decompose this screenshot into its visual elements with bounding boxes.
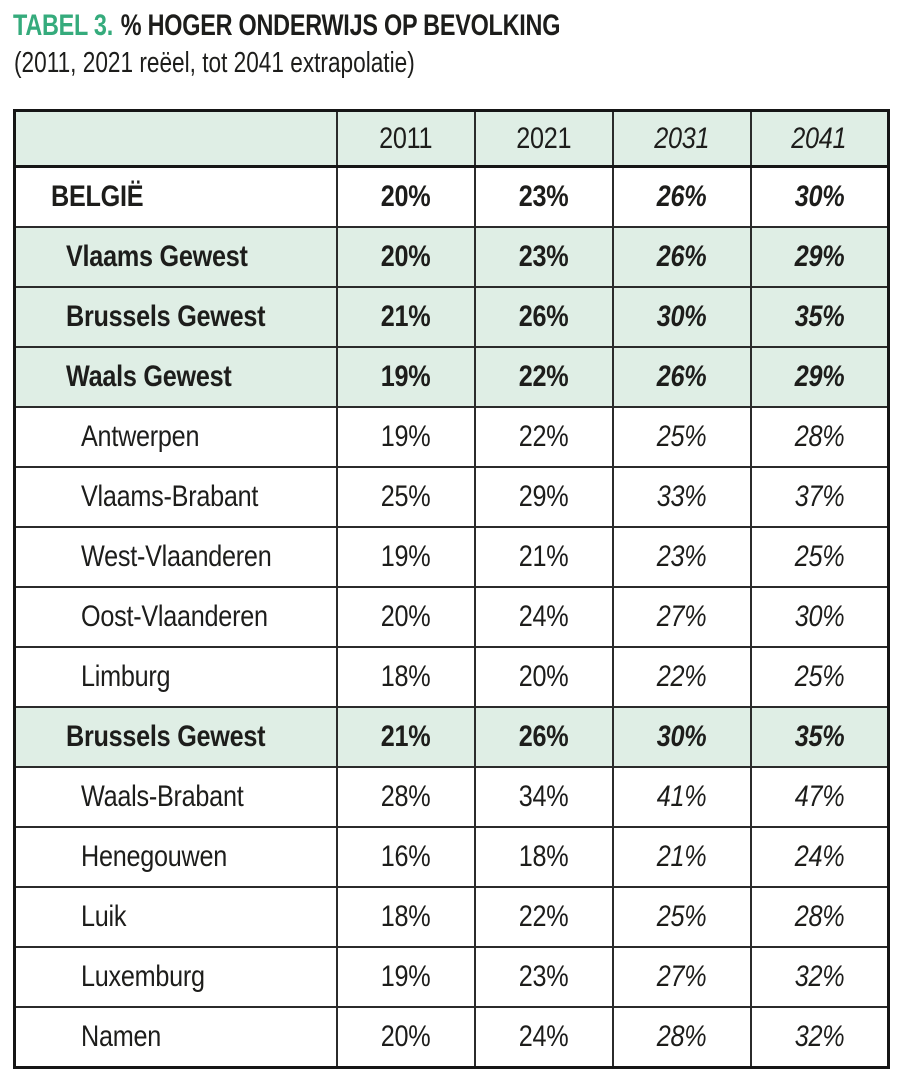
value: 22% bbox=[518, 420, 569, 453]
value-cell-2011 bbox=[337, 767, 475, 827]
value-cell-2031 bbox=[613, 647, 751, 707]
row-label-cell bbox=[15, 407, 337, 467]
value-cell-2041 bbox=[751, 707, 889, 767]
value: 30% bbox=[656, 720, 707, 753]
value-cell-2011 bbox=[337, 827, 475, 887]
value-cell-2031 bbox=[613, 707, 751, 767]
table-row bbox=[15, 527, 889, 587]
value: 25% bbox=[794, 540, 845, 573]
value: 21% bbox=[380, 720, 431, 753]
value: 35% bbox=[794, 720, 845, 753]
table-row bbox=[15, 947, 889, 1007]
value-cell-2011 bbox=[337, 467, 475, 527]
value: 20% bbox=[380, 600, 431, 633]
value: 29% bbox=[518, 480, 569, 513]
row-label-cell bbox=[15, 827, 337, 887]
value: 24% bbox=[518, 1020, 569, 1053]
row-label: Antwerpen bbox=[81, 420, 200, 453]
row-label-cell bbox=[15, 767, 337, 827]
header-year-label: 2041 bbox=[791, 121, 847, 155]
row-label-cell bbox=[15, 1007, 337, 1068]
value: 16% bbox=[380, 840, 431, 873]
row-label: Vlaams Gewest bbox=[66, 240, 248, 273]
value-cell-2041 bbox=[751, 767, 889, 827]
table-row bbox=[15, 407, 889, 467]
header-year-label: 2011 bbox=[378, 121, 433, 155]
row-label-cell bbox=[15, 707, 337, 767]
table-row bbox=[15, 587, 889, 647]
row-label-cell bbox=[15, 887, 337, 947]
row-label: Waals-Brabant bbox=[81, 780, 244, 813]
value-cell-2031 bbox=[613, 287, 751, 347]
value-cell-2021 bbox=[475, 947, 613, 1007]
value: 22% bbox=[656, 660, 707, 693]
value-cell-2021 bbox=[475, 587, 613, 647]
subtitle-text: (2011, 2021 reëel, tot 2041 extrapolatie) bbox=[14, 47, 415, 79]
value: 28% bbox=[794, 900, 845, 933]
header-empty-cell bbox=[15, 111, 337, 167]
value: 34% bbox=[518, 780, 569, 813]
data-table bbox=[13, 109, 890, 1069]
table-row bbox=[15, 347, 889, 407]
value: 23% bbox=[656, 540, 707, 573]
title-text: % HOGER ONDERWIJS OP BEVOLKING bbox=[120, 9, 561, 42]
value-cell-2021 bbox=[475, 287, 613, 347]
table-row bbox=[15, 167, 889, 228]
value-cell-2011 bbox=[337, 407, 475, 467]
row-label-cell bbox=[15, 287, 337, 347]
value: 18% bbox=[518, 840, 569, 873]
value-cell-2011 bbox=[337, 707, 475, 767]
row-label-cell bbox=[15, 647, 337, 707]
value-cell-2041 bbox=[751, 287, 889, 347]
value: 20% bbox=[380, 180, 431, 213]
value: 25% bbox=[794, 660, 845, 693]
value: 18% bbox=[380, 660, 431, 693]
value: 28% bbox=[794, 420, 845, 453]
row-label: West-Vlaanderen bbox=[81, 540, 272, 573]
table-row bbox=[15, 287, 889, 347]
value-cell-2031 bbox=[613, 167, 751, 228]
value: 25% bbox=[656, 420, 707, 453]
value-cell-2021 bbox=[475, 167, 613, 228]
row-label: Oost-Vlaanderen bbox=[81, 600, 268, 633]
value-cell-2021 bbox=[475, 827, 613, 887]
header-year-2021 bbox=[475, 111, 613, 167]
value-cell-2041 bbox=[751, 227, 889, 287]
value-cell-2041 bbox=[751, 587, 889, 647]
header-year-2011 bbox=[337, 111, 475, 167]
table-row bbox=[15, 767, 889, 827]
row-label-cell bbox=[15, 467, 337, 527]
table-header-row bbox=[15, 111, 889, 167]
value-cell-2021 bbox=[475, 407, 613, 467]
value: 33% bbox=[656, 480, 707, 513]
value-cell-2031 bbox=[613, 947, 751, 1007]
value-cell-2011 bbox=[337, 227, 475, 287]
value: 18% bbox=[380, 900, 431, 933]
value-cell-2041 bbox=[751, 347, 889, 407]
row-label: Waals Gewest bbox=[66, 360, 232, 393]
row-label-cell bbox=[15, 347, 337, 407]
value-cell-2031 bbox=[613, 887, 751, 947]
value-cell-2041 bbox=[751, 467, 889, 527]
value: 47% bbox=[794, 780, 845, 813]
value-cell-2011 bbox=[337, 167, 475, 228]
value-cell-2021 bbox=[475, 647, 613, 707]
value: 28% bbox=[656, 1020, 707, 1053]
value-cell-2031 bbox=[613, 827, 751, 887]
table-row bbox=[15, 827, 889, 887]
value-cell-2041 bbox=[751, 647, 889, 707]
page-subtitle bbox=[14, 46, 888, 80]
value: 28% bbox=[380, 780, 431, 813]
value: 24% bbox=[518, 600, 569, 633]
row-label-cell bbox=[15, 227, 337, 287]
value-cell-2021 bbox=[475, 527, 613, 587]
row-label: Luxemburg bbox=[81, 960, 205, 993]
value: 32% bbox=[794, 1020, 845, 1053]
value: 26% bbox=[656, 360, 707, 393]
value: 27% bbox=[656, 600, 707, 633]
value: 20% bbox=[380, 240, 431, 273]
row-label: Namen bbox=[81, 1020, 161, 1053]
value: 29% bbox=[794, 240, 845, 273]
value: 23% bbox=[518, 960, 569, 993]
value: 19% bbox=[380, 960, 431, 993]
value-cell-2031 bbox=[613, 227, 751, 287]
value: 26% bbox=[518, 300, 569, 333]
row-label: Vlaams-Brabant bbox=[81, 480, 259, 513]
table-row bbox=[15, 647, 889, 707]
value-cell-2041 bbox=[751, 1007, 889, 1068]
header-year-2031 bbox=[613, 111, 751, 167]
value: 23% bbox=[518, 180, 569, 213]
row-label-cell bbox=[15, 947, 337, 1007]
value: 30% bbox=[794, 600, 845, 633]
page-title bbox=[13, 8, 888, 44]
row-label: Brussels Gewest bbox=[66, 720, 266, 753]
table-body bbox=[15, 167, 889, 1068]
value-cell-2041 bbox=[751, 947, 889, 1007]
value-cell-2041 bbox=[751, 407, 889, 467]
value: 19% bbox=[380, 420, 431, 453]
row-label: Henegouwen bbox=[81, 840, 228, 873]
row-label: BELGIË bbox=[51, 180, 144, 213]
value: 29% bbox=[794, 360, 845, 393]
value-cell-2041 bbox=[751, 527, 889, 587]
value: 19% bbox=[380, 360, 431, 393]
value-cell-2021 bbox=[475, 1007, 613, 1068]
value: 22% bbox=[518, 360, 569, 393]
value-cell-2041 bbox=[751, 887, 889, 947]
value-cell-2021 bbox=[475, 227, 613, 287]
value: 41% bbox=[656, 780, 707, 813]
header-year-2041 bbox=[751, 111, 889, 167]
row-label-cell bbox=[15, 587, 337, 647]
table-row bbox=[15, 707, 889, 767]
value-cell-2021 bbox=[475, 887, 613, 947]
value: 20% bbox=[518, 660, 569, 693]
value: 21% bbox=[380, 300, 431, 333]
value-cell-2011 bbox=[337, 287, 475, 347]
table-number-label: TABEL 3. bbox=[13, 9, 113, 42]
value: 27% bbox=[656, 960, 707, 993]
header-year-label: 2021 bbox=[515, 121, 572, 155]
value-cell-2011 bbox=[337, 527, 475, 587]
row-label: Limburg bbox=[81, 660, 171, 693]
value: 24% bbox=[794, 840, 845, 873]
value-cell-2011 bbox=[337, 887, 475, 947]
value-cell-2011 bbox=[337, 647, 475, 707]
row-label-cell bbox=[15, 527, 337, 587]
value-cell-2021 bbox=[475, 767, 613, 827]
value: 30% bbox=[794, 180, 845, 213]
table-row bbox=[15, 227, 889, 287]
value: 25% bbox=[656, 900, 707, 933]
value-cell-2011 bbox=[337, 947, 475, 1007]
row-label-cell bbox=[15, 167, 337, 228]
table-row bbox=[15, 1007, 889, 1068]
value: 32% bbox=[794, 960, 845, 993]
row-label: Luik bbox=[81, 900, 127, 933]
value: 37% bbox=[794, 480, 845, 513]
value: 20% bbox=[380, 1020, 431, 1053]
value-cell-2031 bbox=[613, 407, 751, 467]
value-cell-2021 bbox=[475, 707, 613, 767]
value: 19% bbox=[380, 540, 431, 573]
value: 26% bbox=[518, 720, 569, 753]
value: 21% bbox=[656, 840, 707, 873]
value-cell-2031 bbox=[613, 347, 751, 407]
value-cell-2031 bbox=[613, 527, 751, 587]
value: 26% bbox=[656, 240, 707, 273]
value-cell-2031 bbox=[613, 1007, 751, 1068]
value-cell-2031 bbox=[613, 467, 751, 527]
value: 22% bbox=[518, 900, 569, 933]
value-cell-2011 bbox=[337, 1007, 475, 1068]
value-cell-2021 bbox=[475, 467, 613, 527]
value: 23% bbox=[518, 240, 569, 273]
value-cell-2011 bbox=[337, 587, 475, 647]
row-label: Brussels Gewest bbox=[66, 300, 266, 333]
table-row bbox=[15, 467, 889, 527]
table-row bbox=[15, 887, 889, 947]
value-cell-2031 bbox=[613, 767, 751, 827]
value-cell-2041 bbox=[751, 167, 889, 228]
header-year-label: 2031 bbox=[653, 121, 710, 155]
value-cell-2011 bbox=[337, 347, 475, 407]
value: 35% bbox=[794, 300, 845, 333]
value: 26% bbox=[656, 180, 707, 213]
value-cell-2041 bbox=[751, 827, 889, 887]
value: 25% bbox=[380, 480, 431, 513]
value: 30% bbox=[656, 300, 707, 333]
value: 21% bbox=[518, 540, 569, 573]
value-cell-2021 bbox=[475, 347, 613, 407]
value-cell-2031 bbox=[613, 587, 751, 647]
